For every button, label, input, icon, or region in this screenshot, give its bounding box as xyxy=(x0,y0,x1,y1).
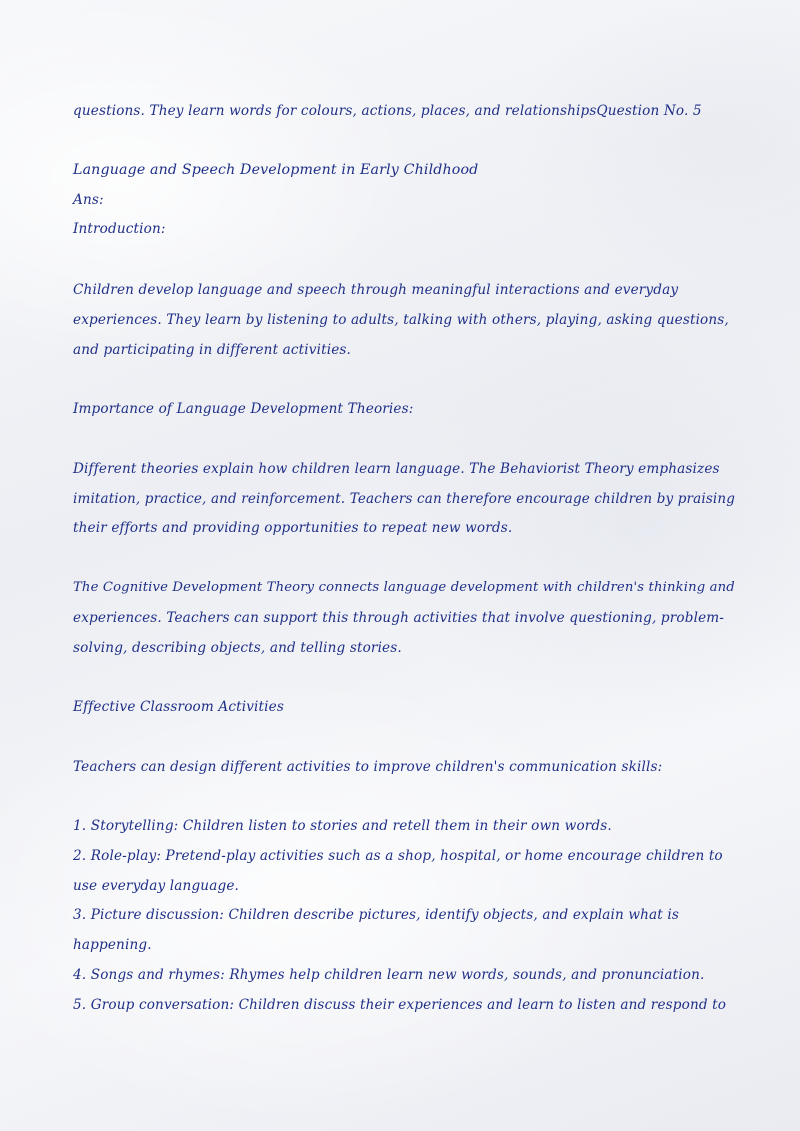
text-line: experiences. They learn by listening to adults, talking with others, playing, asking questions, xyxy=(73,312,729,328)
list-item-continuation: happening. xyxy=(73,937,152,953)
text-line: and participating in different activities. xyxy=(73,342,352,358)
text-line: experiences. Teachers can support this through activities that involve questioning, problem- xyxy=(73,610,725,626)
answer-label: Ans: xyxy=(73,192,104,208)
list-item: 2. Role-play: Pretend-play activities such as a shop, hospital, or home encourage children to xyxy=(73,848,723,864)
list-item-continuation: use everyday language. xyxy=(73,878,239,894)
section-heading-theories: Importance of Language Development Theories: xyxy=(73,401,414,417)
text-line: Children develop language and speech through meaningful interactions and everyday xyxy=(73,282,679,298)
text-line: Different theories explain how children learn language. The Behaviorist Theory emphasizes xyxy=(73,461,720,477)
list-item: 5. Group conversation: Children discuss their experiences and learn to listen and respond to xyxy=(73,997,727,1013)
section-heading-activities: Effective Classroom Activities xyxy=(73,699,284,715)
list-item: 3. Picture discussion: Children describe pictures, identify objects, and explain what is xyxy=(73,907,679,923)
text-line: solving, describing objects, and telling stories. xyxy=(73,640,402,656)
page-title: Language and Speech Development in Early Childhood xyxy=(73,162,479,178)
text-line: their efforts and providing opportunities to repeat new words. xyxy=(73,520,513,536)
text-line: Teachers can design different activities to improve children's communication skills: xyxy=(73,759,663,775)
text-line-continuation: questions. They learn words for colours, actions, places, and relationshipsQuestion No. 5 xyxy=(73,103,702,119)
text-line: imitation, practice, and reinforcement. Teachers can therefore encourage children by praising xyxy=(73,491,736,507)
list-item: 4. Songs and rhymes: Rhymes help children learn new words, sounds, and pronunciation. xyxy=(73,967,705,983)
list-item: 1. Storytelling: Children listen to stories and retell them in their own words. xyxy=(73,818,612,834)
section-heading-introduction: Introduction: xyxy=(73,221,166,237)
text-line: The Cognitive Development Theory connects language development with children's thinking and xyxy=(73,580,735,595)
